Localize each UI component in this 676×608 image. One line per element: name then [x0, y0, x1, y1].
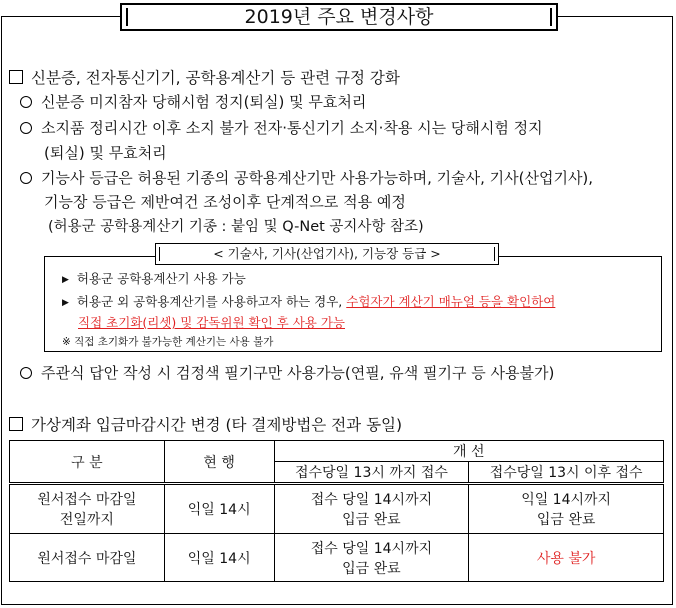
- payment-deadline-table: [9, 440, 664, 582]
- calc-rule-note: ※ 직접 초기화가 불가능한 계산기는 사용 불가: [62, 336, 274, 348]
- table-cell: [274, 484, 469, 534]
- list-item: [20, 117, 543, 139]
- circle-bullet-icon: [20, 172, 32, 184]
- table-cell: [274, 534, 469, 582]
- list-item: [20, 91, 366, 113]
- header-before-13: 접수당일 13시 까지 접수: [274, 462, 469, 484]
- header-improved: 개 선: [274, 441, 663, 462]
- table-cell: [10, 484, 165, 534]
- section-heading-payment: [9, 413, 402, 435]
- cell-text: 접수 당일 14시까지: [310, 492, 433, 508]
- calc-rule-line: [62, 269, 246, 287]
- calc-rule-text: 허용군 외 공학용계산기를 사용하고자 하는 경우,: [76, 294, 347, 309]
- list-item: [20, 167, 593, 189]
- cell-text: 입금 완료: [342, 512, 401, 528]
- header-current: 현 행: [164, 441, 274, 484]
- header-division: 구 분: [10, 441, 165, 484]
- calculator-rules-title: [155, 243, 499, 265]
- checkbox-icon: [9, 70, 23, 84]
- list-item-text: 주관식 답안 작성 시 검정색 필기구만 사용가능(연필, 유색 필기구 등 사용불가): [41, 364, 555, 382]
- list-item-text: 신분증 미지참자 당해시험 정지(퇴실) 및 무효처리: [41, 93, 367, 111]
- cell-text: 접수 당일 14시까지: [310, 540, 433, 557]
- circle-bullet-icon: [20, 96, 32, 108]
- calc-rule-line: [78, 313, 345, 331]
- calc-rule-highlight: 수험자가 계산기 매뉴얼 등을 확인하여: [346, 294, 556, 309]
- triangle-bullet-icon: ▶: [62, 275, 69, 285]
- cell-text: 입금 완료: [536, 512, 596, 528]
- page-title: [120, 3, 558, 31]
- list-item: [20, 362, 554, 384]
- calculator-reference-note: (허용군 공학용계산기 기종 : 붙임 및 Q-Net 공지사항 참조): [48, 219, 424, 235]
- table-row: [10, 484, 664, 534]
- cell-text: 익일 14시까지: [521, 492, 612, 508]
- table-cell: 익일 14시: [164, 484, 274, 534]
- calc-rule-line: [62, 292, 555, 310]
- list-item-continuation: 기능장 등급은 제반여건 조성이후 단계적으로 적용 예정: [44, 193, 406, 211]
- table-cell: 원서접수 마감일: [10, 534, 165, 582]
- unavailable-badge: 사용 불가: [469, 534, 664, 582]
- calc-rule-highlight: 직접 초기화(리셋) 및 감독위원 확인 후 사용 가능: [78, 315, 345, 330]
- table-cell: [469, 484, 664, 534]
- section-heading-text: 가상계좌 입금마감시간 변경 (타 결제방법은 전과 동일): [31, 416, 403, 434]
- circle-bullet-icon: [20, 367, 32, 379]
- cell-text: 입금 완료: [342, 560, 401, 577]
- page-title-text: 2019년 주요 변경사항: [244, 6, 434, 28]
- section-heading-text: 신분증, 전자통신기기, 공학용계산기 등 관련 규정 강화: [31, 69, 400, 87]
- section-heading-regulations: [9, 66, 400, 88]
- cell-text: 전일까지: [59, 512, 114, 528]
- triangle-bullet-icon: ▶: [62, 298, 69, 308]
- header-after-13: 접수당일 13시 이후 접수: [469, 462, 664, 484]
- list-item-continuation: (퇴실) 및 무효처리: [44, 144, 167, 162]
- calculator-rules-title-text: < 기술사, 기사(산업기사), 기능장 등급 >: [213, 246, 441, 261]
- calc-rule-text: 허용군 공학용계산기 사용 가능: [76, 271, 246, 286]
- circle-bullet-icon: [20, 122, 32, 134]
- checkbox-icon: [9, 417, 23, 431]
- list-item-text: 기능사 등급은 허용된 기종의 공학용계산기만 사용가능하며, 기술사, 기사(산업기사),: [41, 169, 594, 187]
- list-item-text: 소지품 정리시간 이후 소지 불가 전자·통신기기 소지·착용 시는 당해시험 정지: [41, 119, 543, 137]
- table-row: [10, 534, 664, 582]
- cell-text: 원서접수 마감일: [37, 492, 137, 508]
- table-cell: 익일 14시: [164, 534, 274, 582]
